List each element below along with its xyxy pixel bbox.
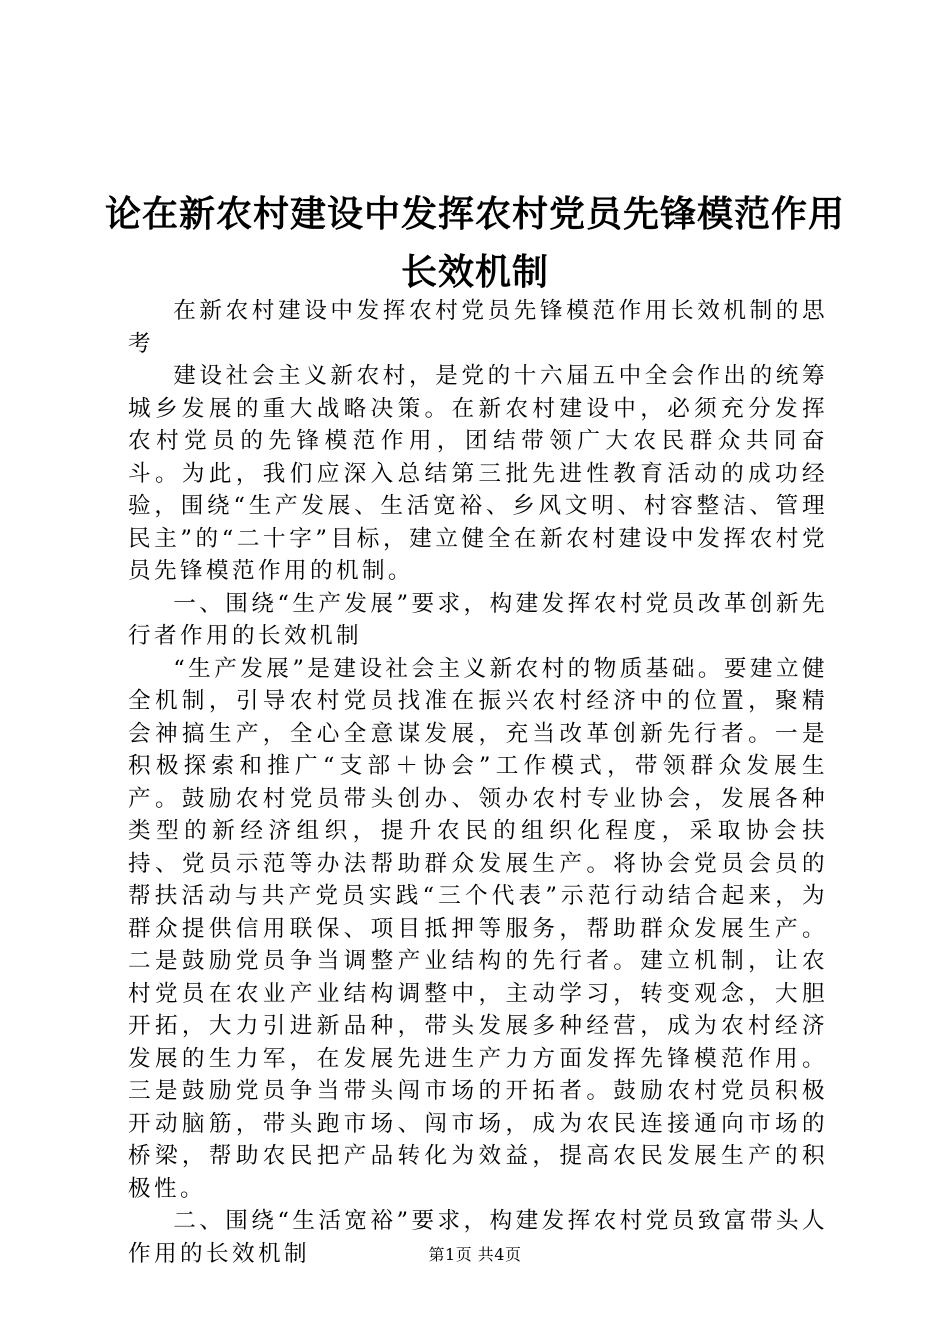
paragraph-subtitle: 在新农村建设中发挥农村党员先锋模范作用长效机制的思考 [128,298,828,357]
page-footer: 第1页 共4页 [428,1245,522,1264]
document-title-line-1: 论在新农村建设中发挥农村党员先锋模范作用 [104,194,845,235]
paragraph-section-1: “生产发展”是建设社会主义新农村的物质基础。要建立健全机制，引导农村党员找准在振兴农村经济中的位置，聚精会神搞生产，全心全意谋发展，充当改革创新先行者。一是积极探索和推广“支部＋协会”工作模式，带领群众发展生产。鼓励农村党员带头创办、领办农村专业协会，发展各种类型的新经济组织，提升农民的组织化程度，采取协会扶持、党员示范等办法帮助群众发展生产。将协会党员会员的帮扶活动与共产党员实践“三个代表”示范行动结合起来，为群众提供信用联保、项目抵押等服务，帮助群众发展生产。二是鼓励党员争当调整产业结构的先行者。建立机制，让农村党员在农业产业结构调整中，主动学习，转变观念，大胆开拓，大力引进新品种，带头发展多种经营，成为农村经济发展的生力军，在发展先进生产力方面发挥先锋模范作用。三是鼓励党员争当带头闯市场的开拓者。鼓励农村党员积极开动脑筋，带头跑市场、闯市场，成为农民连接通向市场的桥梁，帮助农民把产品转化为效益，提高农民发展生产的积极性。 [128,655,828,1202]
paragraph-intro: 建设社会主义新农村，是党的十六届五中全会作出的统筹城乡发展的重大战略决策。在新农村建设中，必须充分发挥农村党员的先锋模范作用，团结带领广大农民群众共同奋斗。为此，我们应深入总结第三批先进性教育活动的成功经验，围绕“生产发展、生活宽裕、乡风文明、村容整洁、管理民主”的“二十字”目标，建立健全在新农村建设中发挥农村党员先锋模范作用的机制。 [128,363,828,584]
section-heading-1: 一、围绕“生产发展”要求，构建发挥农村党员改革创新先行者作用的长效机制 [128,590,828,649]
section-heading-2: 二、围绕“生活宽裕”要求，构建发挥农村党员致富带头人作用的长效机制 [128,1208,828,1267]
document-body [128,295,828,1270]
document-title-line-2: 长效机制 [400,252,549,293]
